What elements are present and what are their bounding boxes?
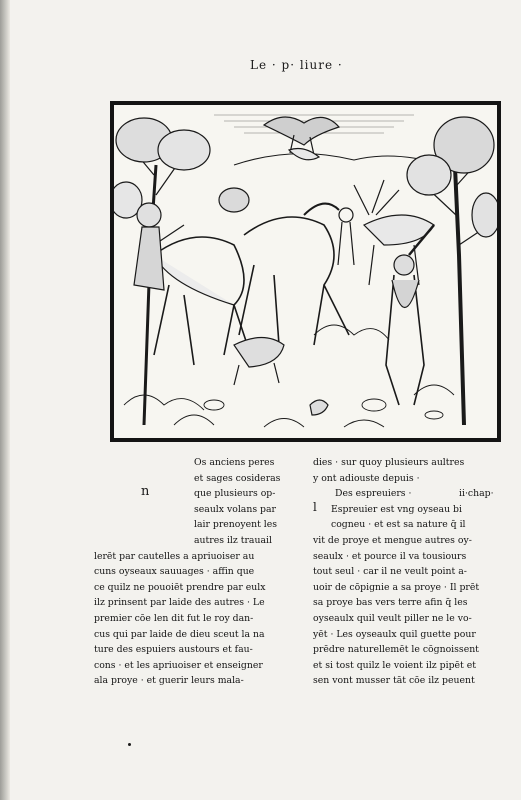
text-line: lair prenoyent les (194, 519, 278, 531)
text-line: seaulx · et pource il va tousiours (313, 550, 467, 562)
text-line: autres ilz trauail (194, 534, 272, 546)
horse-rider-left (134, 203, 254, 365)
page-gutter-shadow (0, 0, 10, 800)
text-line: oyseaulx quil veult piller ne le vo- (313, 612, 472, 624)
text-line: yēt · Les oyseaulx quil guette pour (313, 628, 476, 640)
running-header: Le · p· liure · (250, 58, 343, 72)
text-line: et sages cosideras (194, 472, 281, 484)
guide-letter-initial: n (141, 484, 150, 499)
small-hunter (338, 208, 354, 265)
woodcut-illustration (110, 101, 501, 442)
text-column-right (313, 455, 513, 689)
text-line: uoir de cōpignie a sa proye · Il prēt (313, 581, 480, 593)
chapter-heading-line (313, 486, 513, 502)
text-line: ala proye · et guerir leurs mala- (94, 675, 244, 687)
text-line: prēdre naturellemēt le cōgnoissent (313, 644, 479, 656)
text-line: vit de proye et mengue autres oy- (313, 534, 472, 546)
hound (234, 338, 284, 386)
horse-rider-right (219, 188, 349, 345)
guide-letter-chapter: l (313, 500, 317, 514)
text-line: et si tost quilz le voient ilz pipēt et (313, 659, 476, 671)
hawk-and-heron (264, 117, 339, 160)
text-line: Espreuier est vng oyseau bi (331, 503, 462, 515)
hunting-scene-engraving (114, 105, 497, 438)
text-line: que plusieurs op- (194, 488, 276, 500)
rabbit (310, 400, 328, 415)
text-line: cuns oyseaux sauuages · affin que (94, 566, 255, 578)
text-line: sen vont musser tāt cōe ilz peuent (313, 675, 475, 687)
text-column-left (94, 455, 309, 689)
text-line: cons · et les apriuoiser et enseigner (94, 659, 263, 671)
text-line: ture des espuiers austours et fau- (94, 644, 253, 656)
text-line: dies · sur quoy plusieurs aultres (313, 457, 465, 468)
text-line: lerēt par cautelles a apriuoiser au (94, 550, 255, 562)
ink-speck (128, 743, 131, 746)
text-line: Os anciens peres (194, 457, 275, 468)
text-line: cus qui par laide de dieu sceut la na (94, 628, 265, 640)
hunter-with-horn (386, 225, 434, 405)
text-line: premier cōe len dit fut le roy dan- (94, 612, 254, 624)
text-line: ilz prinsent par laide des autres · Le (94, 597, 265, 609)
text-line: sa proye bas vers terre afin q̄ les (313, 597, 468, 609)
text-line: ce quilz ne pouoiēt prendre par eulx (94, 581, 266, 593)
text-line: y ont adiouste depuis · (313, 472, 420, 484)
chapter-number: ii·chap· (459, 488, 494, 500)
stag (354, 180, 434, 285)
ground-foliage (124, 325, 454, 427)
text-line: tout seul · car il ne veult point a- (313, 566, 467, 578)
text-line: cogneu · et est sa nature q̄ il (331, 519, 466, 531)
chapter-title: Des espreuiers · (335, 488, 412, 500)
text-line: seaulx volans par (194, 503, 276, 515)
